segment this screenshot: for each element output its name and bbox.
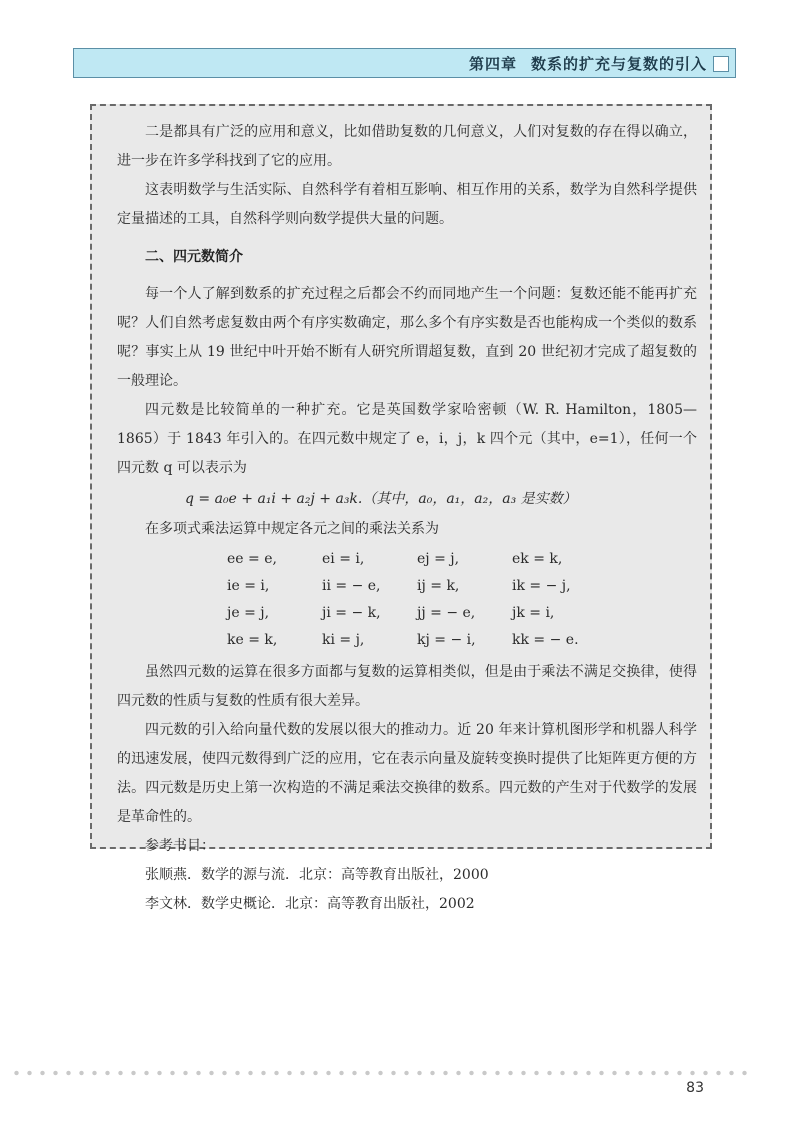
references-title: 参考书目： [145, 838, 215, 854]
body-paragraph: 每一个人了解到数系的扩充过程之后都会不约而同地产生一个问题：复数还能不能再扩充呢？人们自然考虑复数由两个有序实数确定，那么多个有序实数是否也能构成一个类似的数系呢？事实上从 19 世纪中叶开始不断有人研究所谓超复数，直到 20 世纪初才完成了超复数的一般理论。 [117, 286, 697, 389]
table-cell: ki = j, [322, 632, 365, 648]
table-row [227, 573, 607, 600]
table-cell: ji = − k, [322, 605, 381, 621]
multiplication-table [227, 546, 607, 654]
intro-paragraph: 这表明数学与生活实际、自然科学有着相互影响、相互作用的关系，数学为自然科学提供定量描述的工具，自然科学则向数学提供大量的问题。 [117, 182, 697, 227]
table-cell: kj = − i, [417, 632, 476, 648]
table-cell: ii = − e, [322, 578, 381, 594]
body-paragraph: 四元数是比较简单的一种扩充。它是英国数学家哈密顿（W. R. Hamilton，1805—1865）于 1843 年引入的。在四元数中规定了 e，i，j，k 四个元（其中，e=1），任何一个四元数 q 可以表示为 [117, 402, 697, 476]
table-cell: ie = i, [227, 578, 270, 594]
chapter-number: 第四章 [468, 55, 517, 73]
page-number: 83 [686, 1080, 704, 1096]
table-row [227, 600, 607, 627]
quaternion-formula: q = a₀e + a₁i + a₂j + a₃k.（其中，a₀，a₁，a₂，a₃ 是实数） [185, 491, 577, 507]
table-cell: ke = k, [227, 632, 278, 648]
body-paragraph: 四元数的引入给向量代数的发展以很大的推动力。近 20 年来计算机图形学和机器人科学的迅速发展，使四元数得到广泛的应用，它在表示向量及旋转变换时提供了比矩阵更方便的方法。四元数是历史上第一次构造的不满足乘法交换律的数系。四元数的产生对于代数学的发展是革命性的。 [117, 722, 697, 825]
chapter-header [73, 48, 736, 78]
intro-paragraph: 二是都具有广泛的应用和意义，比如借助复数的几何意义，人们对复数的存在得以确立，进一步在许多学科找到了它的应用。 [117, 124, 697, 169]
table-cell: ei = i, [322, 551, 365, 567]
table-cell: ej = j, [417, 551, 460, 567]
section-title: 二、四元数简介 [145, 249, 243, 265]
table-cell: jj = − e, [417, 605, 476, 621]
chapter-title [469, 53, 707, 74]
multiplication-intro: 在多项式乘法运算中规定各元之间的乘法关系为 [145, 521, 439, 537]
table-cell: je = j, [227, 605, 270, 621]
reference-item: 张顺燕．数学的源与流．北京：高等教育出版社，2000 [145, 867, 489, 883]
footer-dotted-divider [10, 1070, 750, 1076]
table-row [227, 546, 607, 573]
chapter-name: 数系的扩充与复数的引入 [530, 55, 707, 73]
body-paragraph: 虽然四元数的运算在很多方面都与复数的运算相类似，但是由于乘法不满足交换律，使得四元数的性质与复数的性质有很大差异。 [117, 664, 697, 709]
table-cell: ek = k, [512, 551, 563, 567]
table-row [227, 627, 607, 654]
table-cell: jk = i, [512, 605, 555, 621]
table-cell: kk = − e. [512, 632, 579, 648]
table-cell: ij = k, [417, 578, 460, 594]
table-cell: ee = e, [227, 551, 277, 567]
table-cell: ik = − j, [512, 578, 571, 594]
header-square-icon [713, 56, 729, 72]
reference-item: 李文林．数学史概论．北京：高等教育出版社，2002 [145, 896, 475, 912]
reading-content [117, 118, 697, 919]
